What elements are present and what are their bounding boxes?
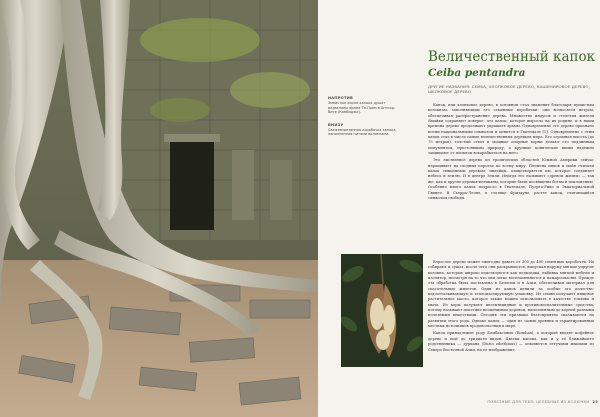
running-footer: ПОЛЕЗНЫЕ ДЛЯ ТЕБЯ: ЦЕЛЕБНЫЕ ИЗ КОЛЮЧКИ: [487, 400, 590, 404]
caption-text-opposite: Змеистые корни капока душат развалины храма Та-Пром в Ангкор-Вате (Камбоджа).: [328, 101, 396, 115]
article-body: [428, 103, 594, 203]
caption-text-below: Свежевзрезанная коробочка капока, наполненная нитями волокнами.: [328, 127, 397, 137]
page-number: 25: [592, 400, 598, 404]
article-title: Величественный капок: [428, 49, 596, 65]
caption-heading-below: ВНИЗУ: [328, 122, 344, 127]
kapok-pod-photo: [341, 254, 423, 367]
article-body-bottom: [428, 260, 594, 355]
page-footer: [420, 400, 598, 404]
paragraph: Капок принадлежит роду Бомбаксовых (Bombax), а который входят кофейное дерево и ещё до тридцати видов. Цветки капока, как и у её ближайшего родственника — дуриана (Durio zibethinus) — опыляются летучими мышами из Северо-Восточной Азии, на ее изображение.: [428, 331, 594, 352]
paragraph: Капок, или хлопковое дерево, в основном стал знаменит благодаря пушистым волокнам, заполняющим его семенные коробочки: они возносятся ветром, обеспечивая распространение дерева. Множество индусов и столетия жители Ямайки сохраняют поверье, что капок, которое выросло на их родине, и в наши времена дерево продолжают украшать храмы. Одновременно это дерево признано всеми национальными символом и ценится в Гватемале [1]. Одновременно с этим капок стал в числе самых величественных деревьев мира. Его огромная высота (до 75 метров), толстый ствол и мощные опорные корни делают его подлинным монументом, простоявшим природу, а крупные конические шипы надежно защищают от попыток вскарабкаться на него.: [428, 103, 594, 156]
latin-name: Ceiba pentandra: [428, 67, 526, 79]
caption-heading-opposite: НАПРОТИВ: [328, 96, 354, 100]
photo-captions: [328, 96, 400, 143]
paragraph: Это лиственное дерево из тропических областей Южной Америки сейчас наращивает на сходных порогах по всему миру. Племена инков и майя считали капок священным деревом; индейцы, олицетворяется им, которое соединяет небеса и землю. И в центре Земли. Иногда его называют «древом жизни» — так же, как и другие деревья-великаны, которые были посвящены богам и поклонению. Особенно много капок подросло в Гватемале, Пуэрто-Рико и Экваториальной Гвинее. В Сьерра-Леоне, в столице Фритауне, растет капок, считающийся символом свободы.: [428, 158, 594, 200]
other-names: ДРУГИЕ НАЗВАНИЯ: СЕЙБА, ХЛОПКОВОЕ ДЕРЕВО, КАШЕМИРОВОЕ ДЕРЕВО, ШЕЛКОВОЕ ДЕРЕВО: [428, 84, 591, 95]
paragraph: Взрослое дерево может ежегодно давать от 300 до 400 семенных коробочек. Их собирают и сушат, после чего они раскрываются, выпуская наружу мягкие упругие волокна, которые широко используются как подкладка, набивка мягкой мебели и изолятор, несмотря на то что они легко воспламеняются и пожароопасны. Прежде эта обработка была поставлена в Бельгии и в Азии, обеспечивая материал для спасательных жилетов. Один из капок ценили за особые его качества: водоотталкивающую и теплоизолирующую упаковку. Из семян получают пищевое растительное масло, которое также можно использовать в качестве топлива и мыла. Из коры получают инсектицидные и противовоспалительные средства, потому называют поистине неоценимым деревом, наполненным до корней разными полезными веществами. Сегодня эти признаки благоприятно сказываются на развитии этого рода. Однако капок — один из самых древних и гарантированных местных источников продовольствия в мире.: [428, 260, 594, 329]
